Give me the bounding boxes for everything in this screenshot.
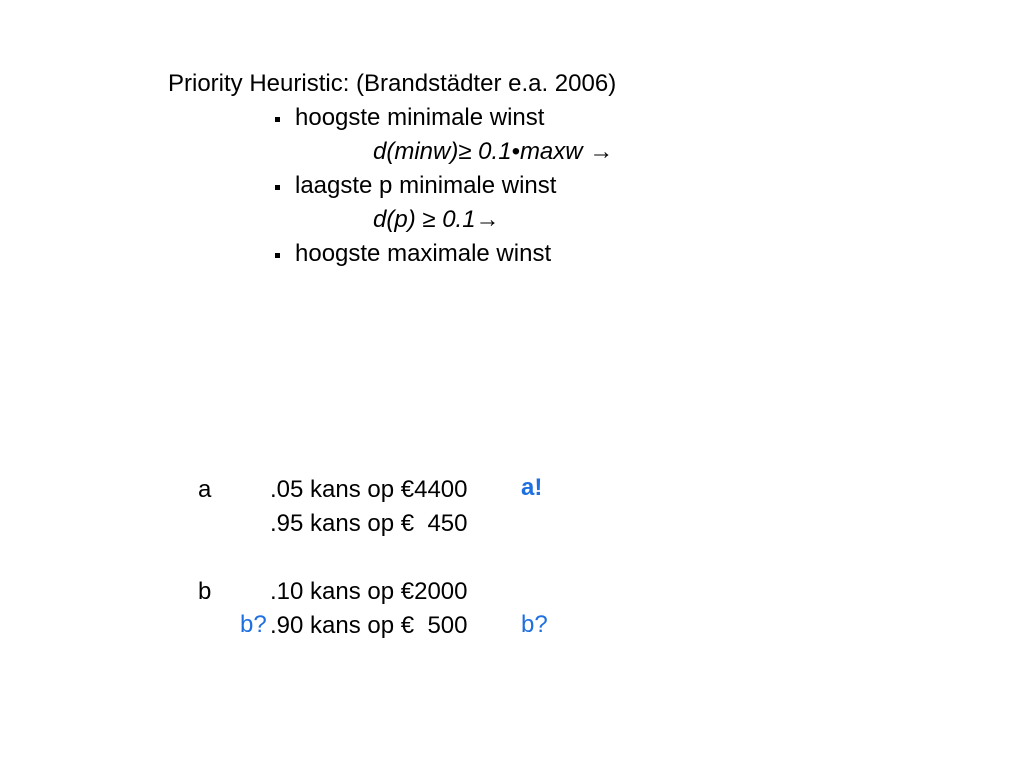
slide-title: Priority Heuristic: (Brandstädter e.a. 2006) (168, 70, 617, 97)
bullet-icon (275, 253, 280, 258)
gamble-a-annotation: a! (521, 474, 543, 501)
gamble-a-label: a (198, 476, 212, 503)
rule-1-text: hoogste minimale winst (295, 104, 545, 131)
bullet-icon (275, 117, 280, 122)
gamble-b-annotation-left: b? (240, 611, 267, 638)
gamble-b-annotation-right: b? (521, 611, 548, 638)
rule-1-condition: d(minw)≥ 0.1•maxw → (373, 138, 614, 165)
rule-2-condition: d(p) ≥ 0.1→ (373, 206, 500, 233)
rule-2-text: laagste p minimale winst (295, 172, 557, 199)
gamble-b-outcome-2: .90 kans op € 500 (270, 612, 468, 639)
rule-3-text: hoogste maximale winst (295, 240, 552, 267)
gamble-a-outcome-2: .95 kans op € 450 (270, 510, 468, 537)
gamble-b-outcome-1: .10 kans op €2000 (270, 578, 468, 605)
gamble-b-label: b (198, 578, 212, 605)
gamble-a-outcome-1: .05 kans op €4400 (270, 476, 468, 503)
bullet-icon (275, 185, 280, 190)
